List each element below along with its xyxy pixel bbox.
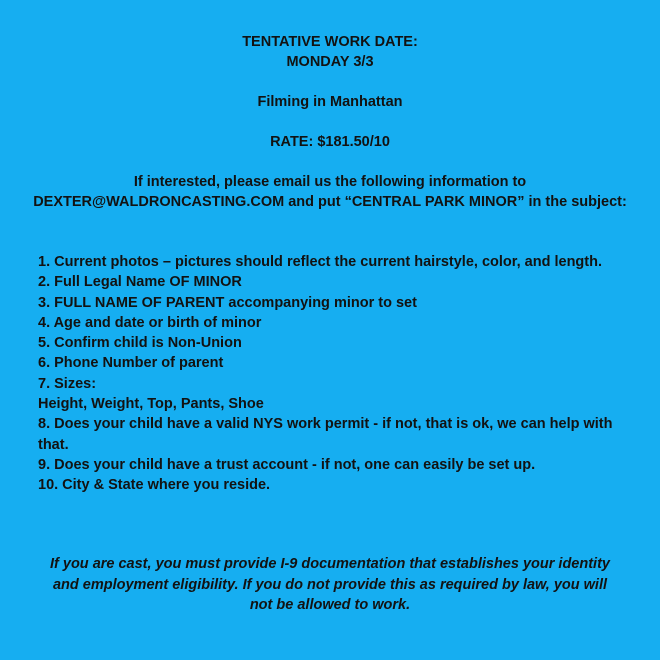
list-item: 8. Does your child have a valid NYS work permit - if not, that is ok, we can help with that. [38, 416, 613, 453]
work-date-value: MONDAY 3/3 [286, 54, 374, 70]
list-item: 4. Age and date or birth of minor [38, 314, 262, 331]
requirements-list [38, 252, 628, 496]
work-date-label: TENTATIVE WORK DATE: [242, 34, 418, 50]
list-item: Height, Weight, Top, Pants, Shoe [38, 396, 264, 413]
list-item: 9. Does your child have a trust account - if not, one can easily be set up. [38, 456, 536, 473]
list-item: 3. FULL NAME OF PARENT accompanying minor to set [38, 294, 417, 311]
filming-location: Filming in Manhattan [257, 94, 403, 110]
list-item: 2. Full Legal Name OF MINOR [38, 274, 242, 291]
i9-notice: If you are cast, you must provide I-9 documentation that establishes your identity and employment eligibility. If you do not provide this as required by law, you will not be allowed to work. [50, 556, 610, 613]
list-item: 5. Confirm child is Non-Union [38, 335, 242, 352]
list-item: 1. Current photos – pictures should reflect the current hairstyle, color, and length. [38, 254, 602, 270]
list-item: 7. Sizes: [38, 375, 97, 392]
intro-instructions: If interested, please email us the following information to DEXTER@WALDRONCASTING.COM and put “CENTRAL PARK MINOR” in the subject: [33, 174, 627, 210]
pay-rate: RATE: $181.50/10 [270, 134, 390, 150]
list-item: 10. City & State where you reside. [38, 477, 271, 494]
list-item: 6. Phone Number of parent [38, 355, 224, 372]
